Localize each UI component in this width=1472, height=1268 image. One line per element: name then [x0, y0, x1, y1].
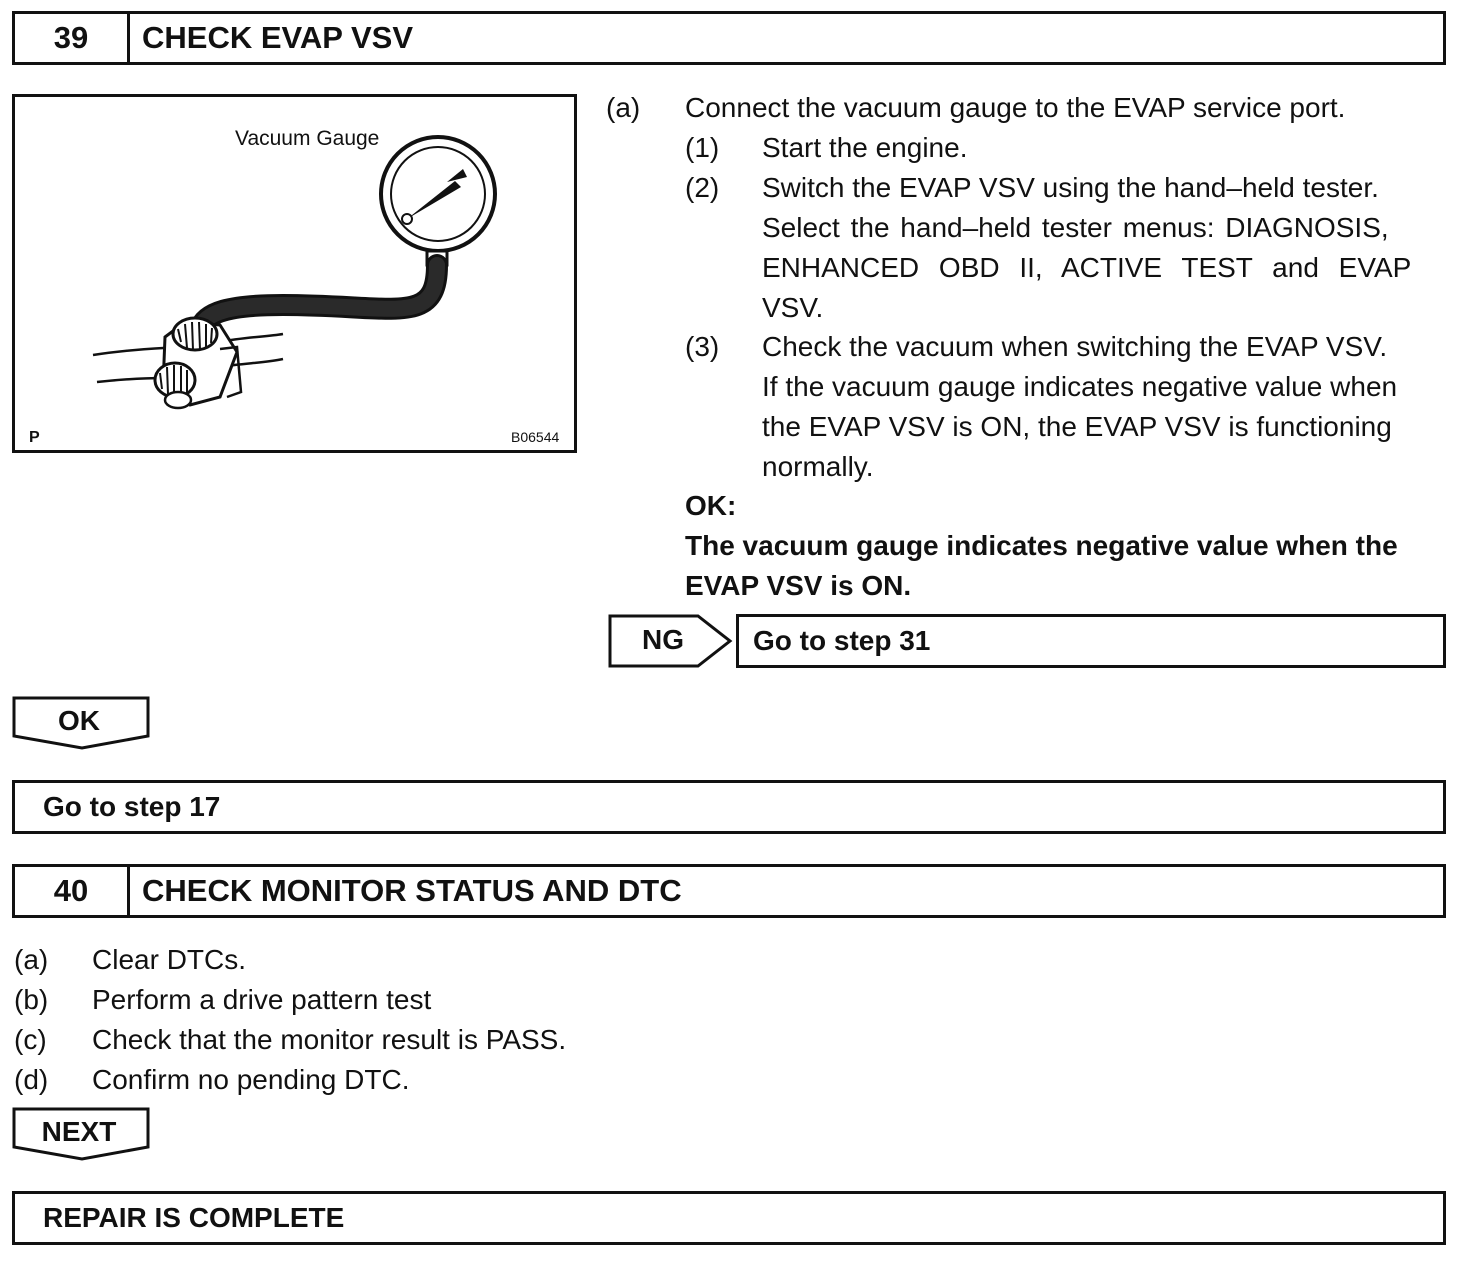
sub-2-line-4: VSV.	[762, 292, 824, 323]
next-nav-label: NEXT	[41, 1116, 117, 1147]
step-40-item-d-text: Confirm no pending DTC.	[92, 1064, 410, 1095]
sub-1-text: Start the engine.	[762, 132, 968, 163]
item-a-text: Connect the vacuum gauge to the EVAP service port.	[685, 92, 1346, 123]
ng-result-box	[736, 614, 1446, 668]
ok-result-box	[12, 780, 1446, 834]
figure-corner-left: P	[29, 429, 40, 446]
sub-2-line-1: Switch the EVAP VSV using the hand–held tester.	[762, 172, 1379, 203]
sub-2-line-2: Select the hand–held tester menus: DIAGNOSIS,	[762, 212, 1389, 243]
step-40-item-c-marker: (c)	[14, 1024, 47, 1055]
figure-code: B06544	[511, 429, 560, 445]
step-39-number: 39	[15, 14, 130, 62]
item-a-marker: (a)	[606, 92, 641, 123]
sub-3-line-2: If the vacuum gauge indicates negative value when	[762, 371, 1398, 402]
step-40-item-b-text: Perform a drive pattern test	[92, 984, 432, 1015]
step-40-number: 40	[15, 867, 130, 915]
step-39-header	[12, 11, 1446, 65]
step-40-item-a-marker: (a)	[14, 944, 49, 975]
step-39-title: CHECK EVAP VSV	[142, 20, 414, 55]
figure-label-vacuum-gauge: Vacuum Gauge	[235, 127, 380, 150]
step-40-item-b-marker: (b)	[14, 984, 49, 1015]
step-40-item-c-text: Check that the monitor result is PASS.	[92, 1024, 567, 1055]
repair-complete-text: REPAIR IS COMPLETE	[43, 1202, 345, 1233]
ok-criteria-line-1: The vacuum gauge indicates negative value when the	[685, 530, 1398, 561]
step-40-title: CHECK MONITOR STATUS AND DTC	[142, 873, 682, 908]
ok-criteria-label: OK:	[685, 490, 737, 521]
sub-3-line-1: Check the vacuum when switching the EVAP VSV.	[762, 331, 1388, 362]
sub-1-marker: (1)	[685, 132, 720, 163]
sub-3-marker: (3)	[685, 331, 720, 362]
ng-label: NG	[642, 624, 684, 655]
ok-result-text: Go to step 17	[43, 791, 221, 822]
vacuum-gauge-figure	[12, 94, 577, 453]
sub-3-line-4: normally.	[762, 451, 874, 482]
ng-result-text: Go to step 31	[753, 625, 931, 656]
repair-complete-box	[12, 1191, 1446, 1245]
sub-3-line-3: the EVAP VSV is ON, the EVAP VSV is functioning	[762, 411, 1392, 442]
ok-criteria-line-2: EVAP VSV is ON.	[685, 570, 912, 601]
step-40-item-a-text: Clear DTCs.	[92, 944, 247, 975]
sub-2-line-3: ENHANCED OBD II, ACTIVE TEST and EVAP	[762, 252, 1412, 283]
step-40-item-d-marker: (d)	[14, 1064, 49, 1095]
ok-nav-label: OK	[58, 705, 100, 736]
step-40-header	[12, 864, 1446, 918]
sub-2-marker: (2)	[685, 172, 720, 203]
